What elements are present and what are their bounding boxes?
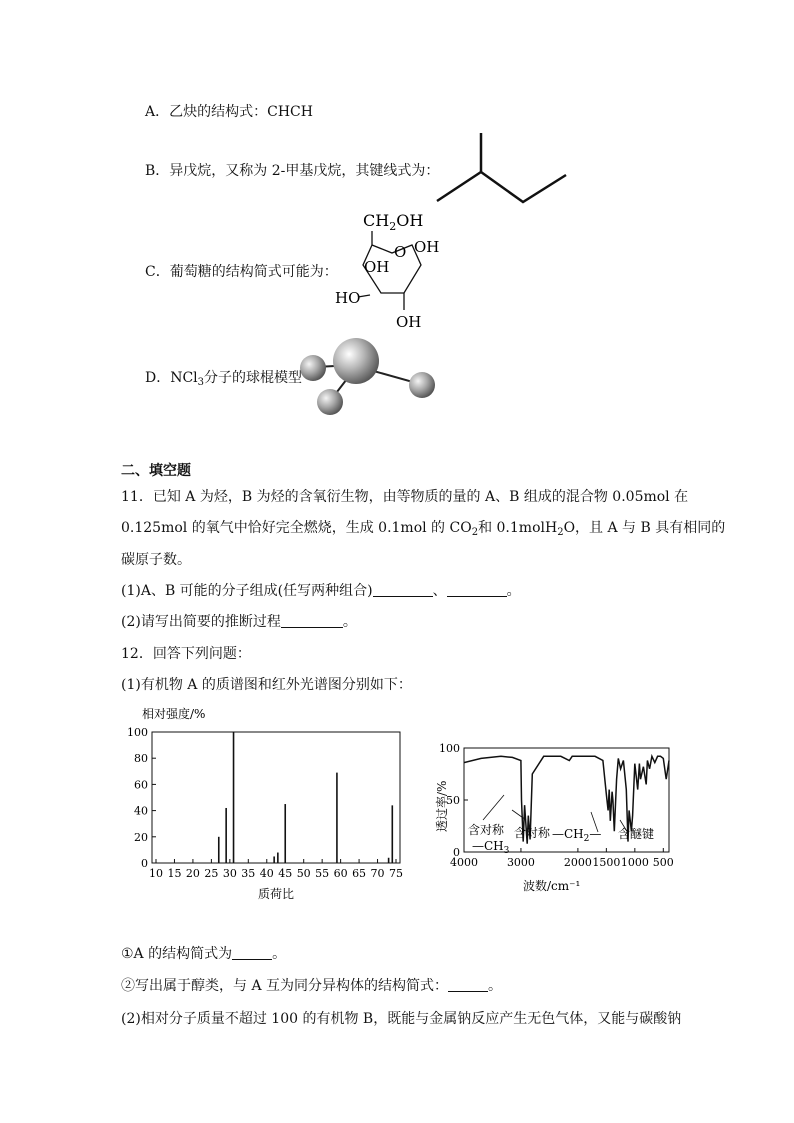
nitrogen-atom-ball — [333, 338, 379, 384]
mass-spectrum-chart — [118, 704, 418, 904]
section-heading: 二、填空题 — [121, 463, 191, 479]
q12-part-2: (2)相对分子质量不超过 100 的有机物 B，既能与金属钠反应产生无色气体，又能与碳酸钠 — [121, 1011, 682, 1027]
ir-annotation-5: 含醚键 — [618, 827, 655, 841]
ncl3-ball-stick-model — [295, 330, 440, 422]
ms-y-tick-label: 20 — [134, 830, 148, 844]
ms-x-tick-label: 65 — [352, 867, 367, 880]
ir-y-tick-label: 0 — [453, 846, 460, 859]
ms-x-tick-label: 50 — [296, 867, 311, 880]
chlorine-atom-ball-2 — [317, 389, 343, 415]
q11-part-2: (2)请写出简要的推断过程 。 — [121, 614, 357, 630]
ms-y-tick-label: 100 — [127, 726, 148, 739]
ms-x-tick-label: 15 — [167, 867, 182, 880]
ms-y-tick-label: 60 — [134, 778, 148, 792]
ms-y-tick-label: 40 — [134, 804, 148, 818]
ms-x-tick-label: 20 — [185, 867, 200, 880]
ir-spectrum-chart — [428, 740, 678, 900]
ir-x-tick-label: 1500 — [592, 856, 621, 869]
q11-line-2: 0.125mol 的氧气中恰好完全燃烧，生成 0.1mol 的 $CO_2$和 0.1molH$_2$O，且 A 与 B 具有相同的 — [121, 520, 726, 538]
ir-y-tick-label: 50 — [446, 794, 460, 807]
q12-sub-1: ①A 的结构简式为 。 — [121, 946, 287, 962]
ms-x-tick-label: 45 — [278, 867, 293, 880]
q11-line-1: 11．已知 A 为烃，B 为烃的含氧衍生物，由等物质的量的 A、B 组成的混合物 0.05mol 在 — [121, 489, 689, 505]
ir-annotation-1: 含对称 — [468, 823, 505, 837]
ir-annotation-3: 含对称 — [514, 826, 551, 840]
option-d: D．NCl$_3$分子的球棍模型 — [145, 370, 303, 388]
ir-y-tick-label: 100 — [439, 742, 460, 755]
ms-x-tick-label: 70 — [370, 867, 385, 880]
option-b: B．异戊烷，又称为 2-甲基戊烷，其键线式为： — [145, 163, 440, 179]
q12-sub-2: ②写出属于醇类，与 A 互为同分异构体的结构简式： 。 — [121, 978, 503, 994]
chlorine-atom-ball-1 — [300, 355, 326, 381]
ms-x-tick-label: 35 — [241, 867, 256, 880]
ms-x-tick-label: 25 — [204, 867, 219, 880]
answer-blank[interactable] — [373, 582, 433, 597]
answer-blank[interactable] — [232, 945, 272, 960]
glucose-oh-bottom-label: OH — [396, 313, 422, 331]
option-c: C．葡萄糖的结构简式可能为： — [145, 264, 338, 280]
glucose-ring-oxygen-label: O — [394, 243, 407, 261]
isopentane-bonds — [437, 172, 566, 202]
ms-x-tick-label: 40 — [259, 867, 274, 880]
ms-y-tick-label: 0 — [141, 857, 148, 870]
ir-y-axis-label: 透过率/% — [435, 780, 449, 832]
option-a: A．乙炔的结构式：CHCH — [145, 104, 313, 120]
ms-x-tick-label: 60 — [333, 867, 348, 880]
chlorine-atom-ball-3 — [409, 372, 435, 398]
ir-x-tick-label: 4000 — [450, 856, 478, 869]
glucose-ch2oh-label: $CH_2OH$ — [363, 211, 424, 233]
ms-y-tick-label: 80 — [134, 752, 148, 766]
ir-x-axis-label: 波数/cm⁻¹ — [523, 879, 581, 893]
ms-x-tick-label: 55 — [315, 867, 330, 880]
glucose-ho-left-label: HO — [335, 289, 361, 307]
glucose-oh-right-label: OH — [414, 238, 440, 256]
glucose-oh-inner-label: OH — [364, 258, 390, 276]
ms-x-axis-label: 质荷比 — [258, 887, 295, 901]
ms-x-tick-label: 10 — [149, 867, 163, 880]
ir-x-tick-label: 3000 — [506, 856, 535, 869]
glucose-structure-figure — [330, 205, 450, 335]
ms-y-axis-label: 相对强度/% — [142, 707, 206, 721]
answer-blank[interactable] — [447, 582, 507, 597]
ir-annotation-2: $—CH_3$ — [472, 839, 510, 856]
q11-line-3: 碳原子数。 — [121, 552, 191, 568]
ir-x-tick-label: 2000 — [563, 856, 592, 869]
ir-x-tick-label: 1000 — [620, 856, 649, 869]
q12-line-1: 12．回答下列问题： — [121, 646, 251, 662]
isopentane-skeletal-figure — [430, 128, 575, 208]
ir-x-tick-label: 500 — [652, 856, 674, 869]
answer-blank[interactable] — [281, 613, 343, 628]
ms-x-tick-label: 75 — [389, 867, 403, 880]
answer-blank[interactable] — [448, 977, 488, 992]
q12-part-1: (1)有机物 A 的质谱图和红外光谱图分别如下： — [121, 677, 412, 693]
ms-plot-frame — [152, 732, 400, 863]
ir-annotation-4: $—CH_2—$ — [552, 827, 602, 844]
q11-part-1: (1)A、B 可能的分子组成(任写两种组合) 、 。 — [121, 583, 521, 599]
ms-x-tick-label: 30 — [222, 867, 237, 880]
